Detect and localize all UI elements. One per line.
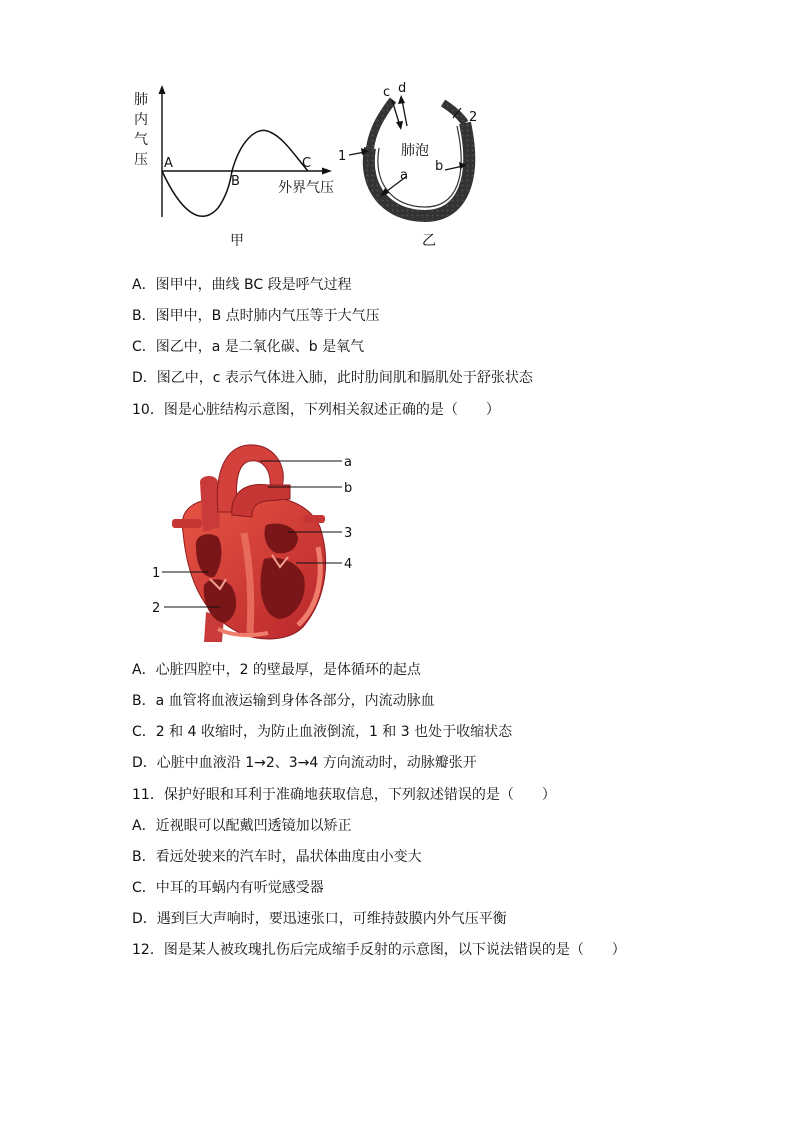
q10-stem: 10．图是心脏结构示意图，下列相关叙述正确的是（ ）: [132, 402, 500, 418]
y-axis-label-1: 肺: [134, 92, 148, 108]
point-a-label: A: [164, 156, 173, 171]
label-c: c: [383, 85, 391, 100]
y-axis-label-3: 气: [134, 132, 148, 148]
q11-option-c: C．中耳的耳蜗内有听觉感受器: [132, 880, 324, 896]
q9-option-d: D．图乙中，c 表示气体进入肺，此时肋间肌和膈肌处于舒张状态: [132, 370, 533, 386]
heart-label-2: 2: [152, 601, 161, 616]
heart-structure-diagram: [148, 437, 368, 647]
label-d: d: [398, 81, 407, 96]
heart-label-1: 1: [152, 566, 161, 581]
figure-yi-alveolus-diagram: [335, 78, 485, 233]
label-2: 2: [469, 110, 478, 125]
point-b-label: B: [231, 174, 240, 189]
y-axis-label-4: 压: [134, 152, 148, 168]
q12-stem: 12．图是某人被玫瑰扎伤后完成缩手反射的示意图，以下说法错误的是（ ）: [132, 942, 626, 958]
y-axis-arrow: [159, 85, 166, 94]
q11-option-a: A．近视眼可以配戴凹透镜加以矫正: [132, 818, 352, 834]
alveolus-label: 肺泡: [401, 143, 429, 159]
figure-jia-caption: 甲: [230, 233, 244, 249]
q10-option-a: A．心脏四腔中，2 的壁最厚，是体循环的起点: [132, 662, 421, 678]
q11-stem: 11．保护好眼和耳利于准确地获取信息，下列叙述错误的是（ ）: [132, 787, 556, 803]
q10-option-d: D．心脏中血液沿 1→2、3→4 方向流动时，动脉瓣张开: [132, 755, 477, 771]
q9-option-b: B．图甲中，B 点时肺内气压等于大气压: [132, 308, 380, 324]
label-b: b: [435, 159, 444, 174]
heart-label-4: 4: [344, 557, 353, 572]
heart-label-b: b: [344, 481, 353, 496]
label-a: a: [400, 168, 408, 183]
q11-option-b: B．看远处驶来的汽车时，晶状体曲度由小变大: [132, 849, 422, 865]
x-axis-arrow: [322, 168, 332, 175]
x-axis-label: 外界气压: [278, 180, 334, 196]
point-c-label: C: [302, 156, 312, 171]
q10-option-b: B．a 血管将血液运输到身体各部分，内流动脉血: [132, 693, 435, 709]
q9-option-c: C．图乙中，a 是二氧化碳、b 是氧气: [132, 339, 365, 355]
y-axis-label-2: 内: [134, 112, 148, 128]
heart-label-a: a: [344, 455, 352, 470]
label-1: 1: [338, 149, 347, 164]
q11-option-d: D．遇到巨大声响时，要迅速张口，可维持鼓膜内外气压平衡: [132, 911, 507, 927]
heart-label-3: 3: [344, 526, 353, 541]
q9-option-a: A．图甲中，曲线 BC 段是呼气过程: [132, 277, 352, 293]
capillary-inner: [378, 126, 461, 207]
q10-option-c: C．2 和 4 收缩时，为防止血液倒流，1 和 3 也处于收缩状态: [132, 724, 513, 740]
figure-jia-pressure-graph: [130, 80, 360, 250]
figure-yi-caption: 乙: [422, 233, 436, 249]
